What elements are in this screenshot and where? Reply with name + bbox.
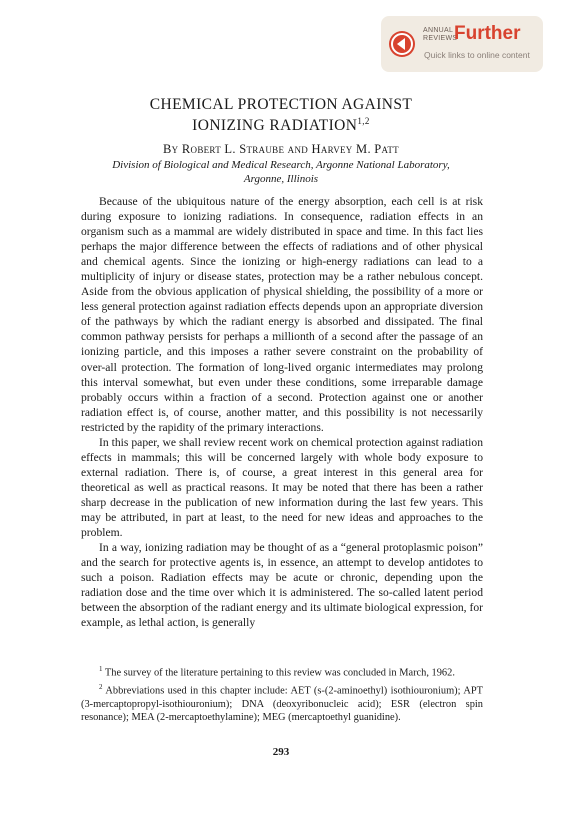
badge-line-annual: ANNUAL xyxy=(423,27,454,34)
badge-line-reviews: REVIEWS xyxy=(423,35,458,42)
affiliation-line1: Division of Biological and Medical Research, Argonne National Laboratory, xyxy=(112,159,450,171)
play-back-circle-icon xyxy=(389,31,415,57)
badge-publisher xyxy=(423,27,457,43)
body-paragraph-2: In this paper, we shall review recent work on chemical protection against radiation effects in mammals; this will be concerned largely with whole body exposure to external radiation. There is, of course, a great interest in this general area for theoretical as well as practical reasons. It may be noted that there has been a rather sharp decrease in the publication of new information during the last few years. This may be attributed, in part at least, to the need for new ideas and approaches to the problem. xyxy=(81,435,483,540)
page-number: 293 xyxy=(272,746,290,758)
article-title-line1: CHEMICAL PROTECTION AGAINST xyxy=(149,96,413,113)
article-title-text: IONIZING RADIATION xyxy=(192,117,358,135)
footnotes xyxy=(81,663,483,726)
title-footnote-marks: 1,2 xyxy=(357,116,370,126)
footnote-2-text: Abbreviations used in this chapter include: AET (s-(2-aminoethyl) isothiouronium); APT (3-mercaptopropyl-isothiouronium); DNA (deoxyribonucleic acid); ESR (electron spin resonance); MEA (2-mercaptoethylamine); MEG (mercaptoethyl guanidine). xyxy=(81,685,483,724)
body-paragraph-3: In a way, ionizing radiation may be thought of as a “general protoplasmic poison” and the search for protective agents is, in essence, an attempt to develop antidotes to such a poison. Radiation effects may be acute or chronic, depending upon the radiation dose and the time over which it is administered. The so-called latent period between the absorption of the radiant energy and its ultimate biological expression, for example, as lethal action, is generally xyxy=(81,541,483,630)
body-paragraph-1: Because of the ubiquitous nature of the energy absorption, each cell is at risk during exposure to ionizing radiations. In consequence, radiation effects in an organism such as a mammal are widely distributed in space and time. In this fact lies perhaps the major difference between the effects of radiations and of other physical and chemical agents. Since the ionizing or high-energy radiations can lead to a multiplicity of injury or disease states, protection may be a rather nebulous concept. Aside from the obvious application of physical shielding, the possibility of a more or less general protection against radiation effects depends upon an appropriate diversion of the pathways by which the radiant energy is absorbed and dissipated. The final common pathway persists for perhaps a millionth of a second after the passage of an ionizing particle, and this imposes a rather severe constraint on the probability of over-all protection. The formation of long-lived organic intermediates may prolong this interval somewhat, but even under these conditions, some irreparable damage probably occurs within a fraction of a second. Protection against one or another radiation effect is, of course, another matter, and this possibility is not necessarily restricted by the rapidity of the primary interactions. xyxy=(81,195,483,434)
article-body xyxy=(81,194,483,630)
badge-subtitle: Quick links to online content xyxy=(424,50,530,60)
article-authors: By Robert L. Straube and Harvey M. Patt xyxy=(163,142,399,156)
badge-brand: Further xyxy=(454,23,521,44)
footnote-2-mark: 2 xyxy=(99,682,103,691)
footnote-1-mark: 1 xyxy=(99,665,103,673)
article-title-line2 xyxy=(0,116,562,135)
further-links-badge[interactable] xyxy=(381,16,543,72)
footnote-2 xyxy=(81,681,483,725)
affiliation-line2: Argonne, Illinois xyxy=(243,173,319,185)
footnote-1 xyxy=(81,663,483,680)
footnote-1-text: The survey of the literature pertaining to this review was concluded in March, 1962. xyxy=(104,667,455,679)
